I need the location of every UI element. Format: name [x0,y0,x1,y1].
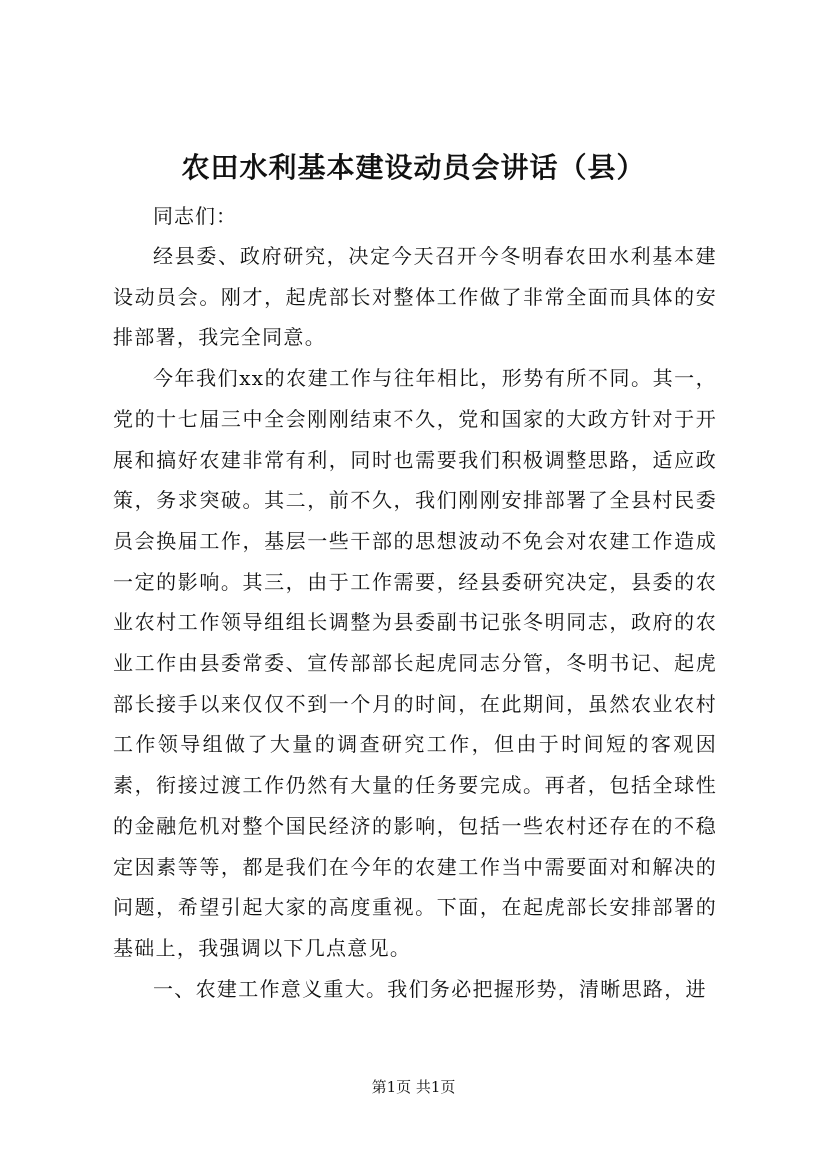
paragraph-3: 一、农建工作意义重大。我们务必把握形势，清晰思路，进 [153,976,707,1001]
document-body [113,196,717,1009]
salutation: 同志们： [153,204,237,228]
paragraph-2: 今年我们xx的农建工作与往年相比，形势有所不同。其一，党的十七届三中全会刚刚结束不久，党和国家的大政方针对于开展和搞好农建非常有利，同时也需要我们积极调整思路，适应政策，务求突破。其二，前不久，我们刚刚安排部署了全县村民委员会换届工作，基层一些干部的思想波动不免会对农建工作造成一定的影响。其三，由于工作需要，经县委研究决定，县委的农业农村工作领导组组长调整为县委副书记张冬明同志，政府的农业工作由县委常委、宣传部部长起虎同志分管，冬明书记、起虎部长接手以来仅仅不到一个月的时间，在此期间，虽然农业农村工作领导组做了大量的调查研究工作，但由于时间短的客观因素，衔接过渡工作仍然有大量的任务要完成。再者，包括全球性的金融危机对整个国民经济的影响，包括一些农村还存在的不稳定因素等等，都是我们在今年的农建工作当中需要面对和解决的问题，希望引起大家的高度重视。下面，在起虎部长安排部署的基础上，我强调以下几点意见。 [113,366,717,960]
page-footer [0,1077,827,1097]
paragraph-1: 经县委、政府研究，决定今天召开今冬明春农田水利基本建设动员会。刚才，起虎部长对整体工作做了非常全面而具体的安排部署，我完全同意。 [113,244,717,350]
page-number-label: 第1页 共1页 [371,1078,456,1096]
document-title: 农田水利基本建设动员会讲话（县） [181,151,646,184]
